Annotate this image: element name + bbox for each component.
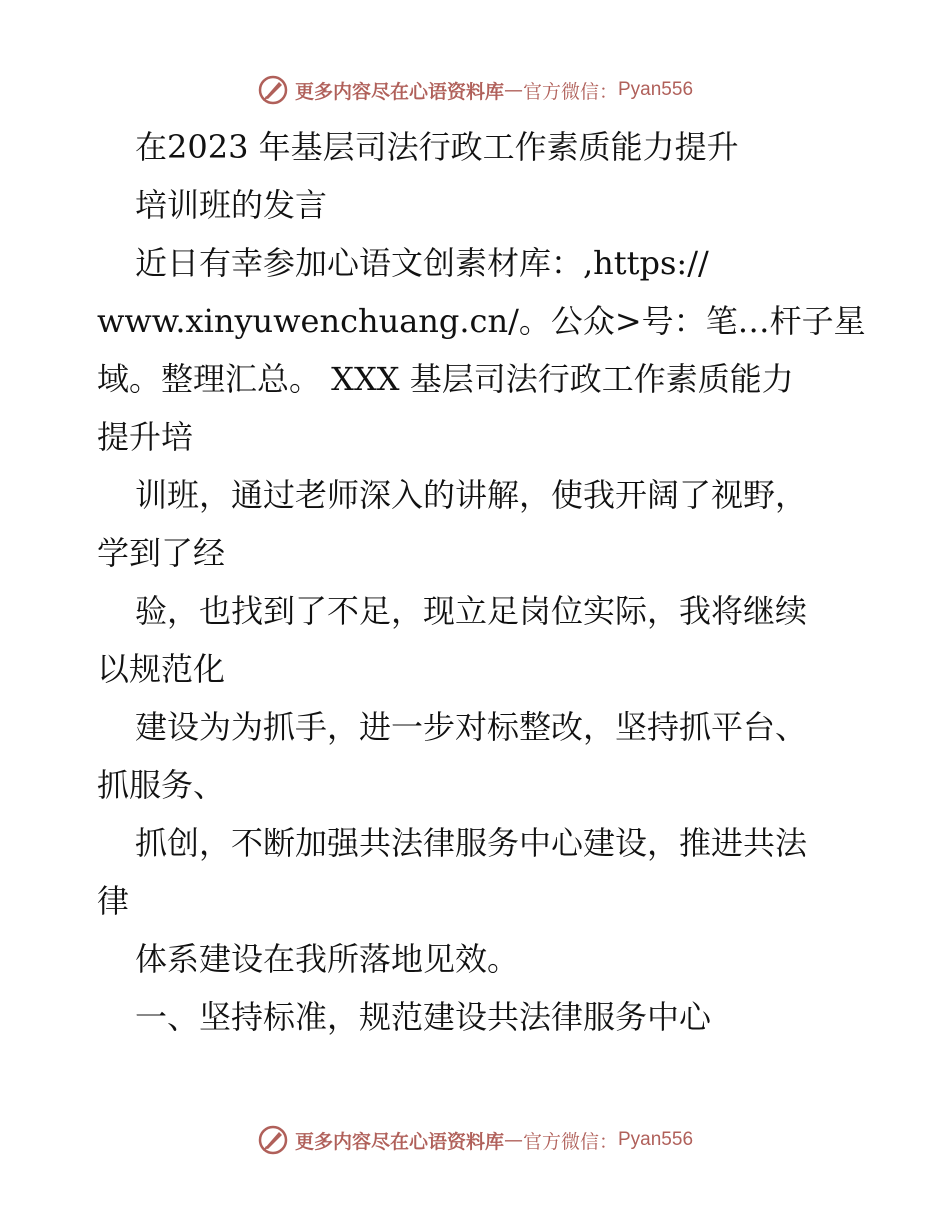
watermark-wechat-id: Pyan556 (618, 79, 694, 100)
watermark-site-text: 更多内容尽在心语资料库 (294, 1130, 504, 1153)
watermark-site-text: 更多内容尽在心语资料库 (294, 80, 504, 103)
doc-line: 培训班的发言 (135, 186, 328, 224)
header-watermark (0, 70, 950, 110)
footer-watermark (0, 1120, 950, 1160)
watermark-separator: — (503, 79, 523, 101)
doc-line: 学到了经 (97, 534, 226, 572)
doc-line: 抓创，不断加强共法律服务中心建设，推进共法 (135, 824, 808, 862)
doc-line: 一、坚持标准，规范建设共法律服务中心 (135, 998, 712, 1036)
doc-line: 建设为为抓手，进一步对标整改，坚持抓平台、 (135, 708, 808, 746)
doc-line: 律 (97, 882, 130, 920)
doc-line: 域。整理汇总。 XXX 基层司法行政工作素质能力 (97, 360, 794, 398)
feather-pen-icon (257, 74, 289, 106)
doc-line: 在2023 年基层司法行政工作素质能力提升 (135, 128, 739, 166)
doc-line: www.xinyuwenchuang.cn/。公众>号：笔…杆子星 (97, 302, 866, 340)
watermark-wechat-label: 官方微信： (522, 80, 618, 103)
doc-line: 体系建设在我所落地见效。 (135, 940, 520, 978)
doc-line: 近日有幸参加心语文创素材库：,https:// (135, 244, 709, 282)
feather-pen-icon (257, 1124, 289, 1156)
doc-line: 验，也找到了不足，现立足岗位实际，我将继续 (135, 592, 808, 630)
document-body (97, 118, 866, 1046)
doc-line: 抓服务、 (97, 766, 226, 804)
watermark-wechat-label: 官方微信： (522, 1130, 618, 1153)
doc-line: 以规范化 (97, 650, 226, 688)
doc-line: 训班，通过老师深入的讲解，使我开阔了视野， (135, 476, 808, 514)
watermark-wechat-id: Pyan556 (618, 1129, 694, 1150)
doc-line: 提升培 (97, 418, 194, 456)
watermark-separator: — (503, 1129, 523, 1151)
